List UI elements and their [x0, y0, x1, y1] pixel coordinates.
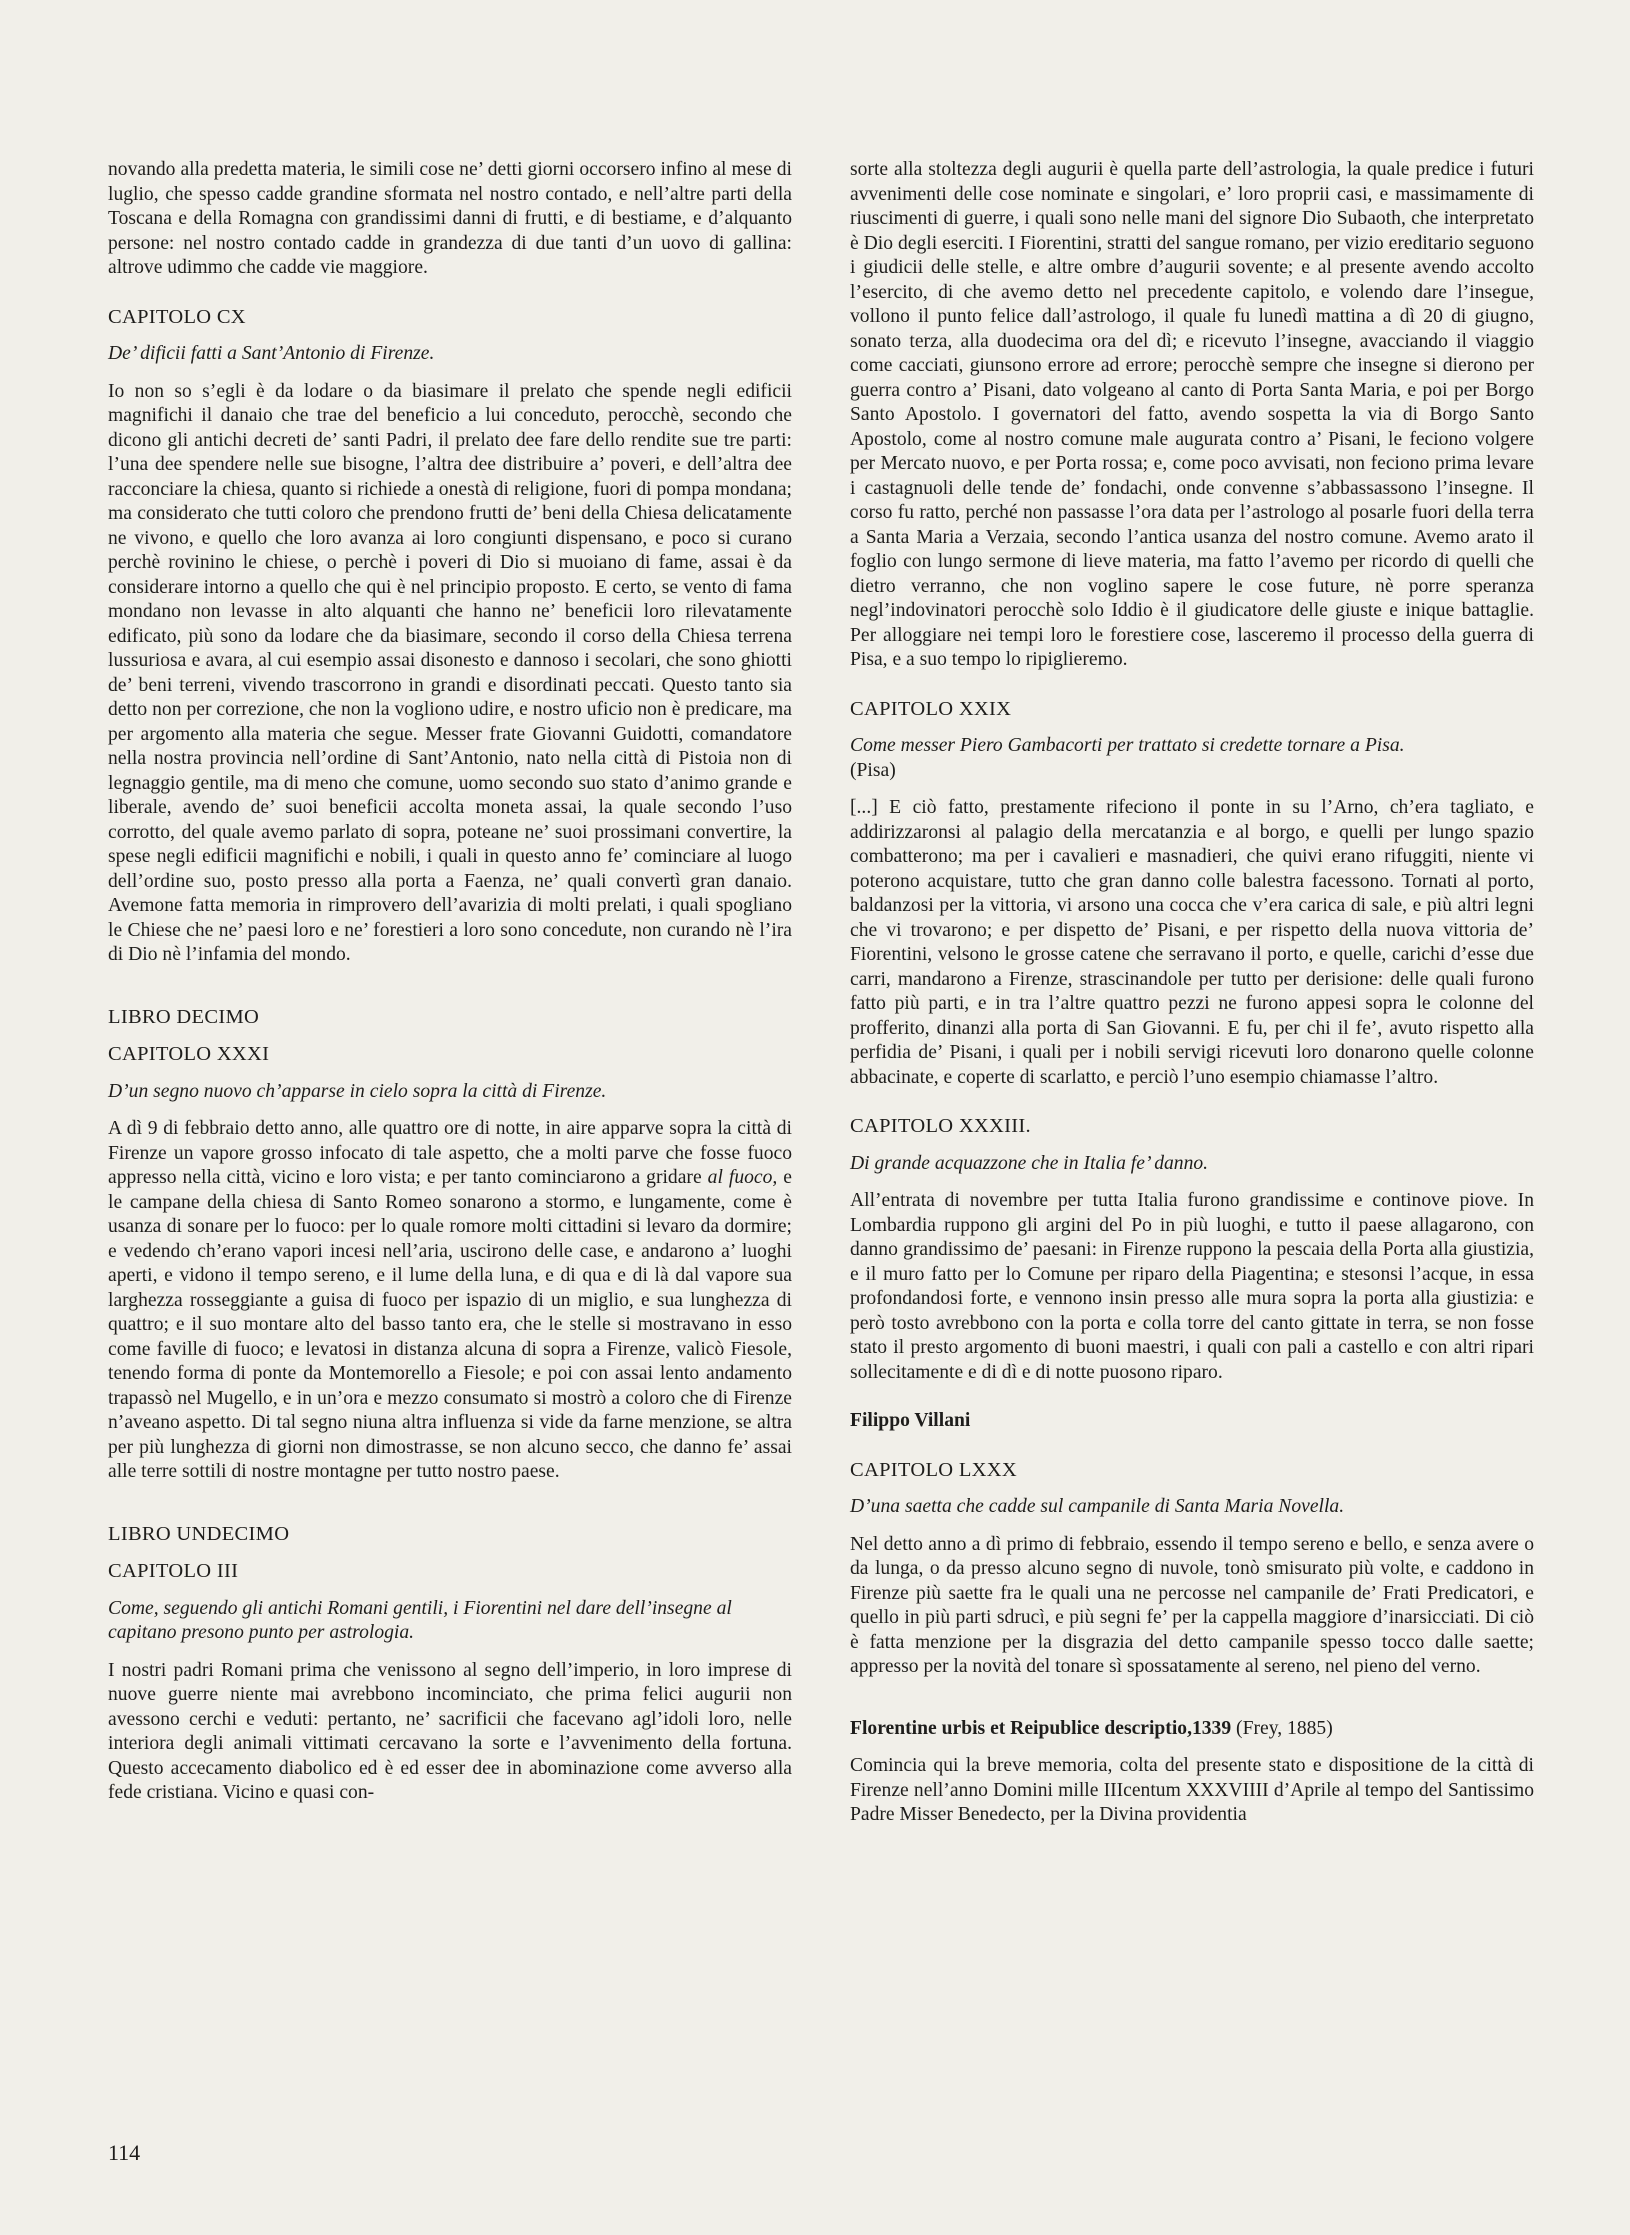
paragraph: All’entrata di novembre per tutta Italia furono grandissime e continove piove. In Lombardia ruppono gli argini del Po in più luoghi, e tutto il paese allagarono, con danno grandissimo de’ paesani: in Firenze ruppono la pescaia della Porta alla giustizia, e il muro fatto per lo Comune per riparo della Piagentina; e stesonsi l’acque, in essa profondandosi forte, e vennono insin presso alle mura sopra la porta alla giustizia: e però tosto avrebbono con la porta e colla torre del canto gittate in terra, se non fosse stato il presto argomento di buoni maestri, i quali con pali a castello e con altri ripari sollecitamente e di dì e di notte puosono riparo. — [850, 1190, 1534, 1383]
book-heading: LIBRO UNDECIMO — [108, 1522, 290, 1545]
chapter-heading: CAPITOLO III — [108, 1560, 239, 1582]
author-name: Filippo Villani — [850, 1410, 971, 1431]
chapter-subtitle: D’un segno nuovo ch’apparse in cielo sopra la città di Firenze. — [108, 1080, 607, 1102]
paragraph: Nel detto anno a dì primo di febbraio, essendo il tempo sereno e bello, e senza avere o da lunga, o da presso alcuno segno di nuvole, tonò smisurato più volte, e caddono in Firenze più saette fra le quali una ne percosse nel campanile de’ Frati Predicatori, e quello in più parti sdrucì, e più segni fe’ per la cappella maggiore d’inarsicciati. Di ciò è fatta menzione per la disgrazia del detto campanile spesso tocco dalle saette; appresso per la novità del tonare sì spossatamente al sereno, nel pieno del verno. — [850, 1533, 1534, 1677]
left-column — [108, 158, 792, 1806]
text-run: A dì 9 di febbraio detto anno, alle quattro ore di notte, in aire apparve sopra la città di Firenze un vapore grosso infocato di tale aspetto, che a molti parve che fosse fuoco appresso nella città, vicino e loro vista; e per tanto cominciarono a gridare — [108, 1118, 792, 1188]
chapter-subtitle: Come, seguendo gli antichi Romani gentili, i Fiorentini nel dare dell’insegne al capitano presono punto per astrologia. — [108, 1597, 732, 1643]
paragraph: [...] E ciò fatto, prestamente rifeciono il ponte in su l’Arno, ch’era tagliato, e addirizzaronsi al palagio della mercatanzia e al borgo, e quelli per lungo spazio combatterono; ma per i cavalieri e masnadieri, che quivi erano rifuggiti, niente vi poterono acquistare, tutto che gran danno colle balestra facessono. Tornati al porto, baldanzosi per la vittoria, vi arsono una cocca che v’era carica di sale, e più altri legni che vi trovarono; e per dispetto de’ Pisani, e per rispetto della nuova vittoria de’ Fiorentini, velsono le grosse catene che serravano il porto, e quelle, carichi d’esse due carri, mandarono a Firenze, strascinandole per tutto per derisione: delle quali furono fatto più parti, e in tra l’altre quattro pezzi ne furono appesi sopra le colonne del profferito, dinanzi alla porta di San Giovanni. E fu, per chi il fe’, avuto rispetto alla perfidia de’ Pisani, i quali per i nobili servigi ricevuti loro donarono quelle colonne abbacinate, e coperte di scarlatto, e perciò l’uno esempio chiamasse l’altro. — [850, 797, 1534, 1088]
chapter-heading: CAPITOLO CX — [108, 305, 246, 328]
paragraph: novando alla predetta materia, le simili cose ne’ detti giorni occorsero infino al mese di luglio, che spesso cadde grandine sformata nel nostro contado, e nell’altre parti della Toscana e della Romagna con grandissimi danni di frutti, e di bestiame, e d’alquanto persone: nel nostro contado cadde in grandezza di due tanti d’un uovo di gallina: altrove udimmo che cadde vie maggiore. — [108, 159, 792, 278]
chapter-subtitle: Di grande acquazzone che in Italia fe’ danno. — [850, 1152, 1209, 1174]
source-heading — [850, 1717, 1534, 1742]
source-title: Florentine urbis et Reipublice descriptio,1339 — [850, 1717, 1232, 1739]
chapter-heading: CAPITOLO XXXIII. — [850, 1115, 1031, 1137]
page-number: 114 — [108, 2140, 141, 2165]
source-reference: (Frey, 1885) — [1231, 1717, 1333, 1739]
chapter-heading: CAPITOLO LXXX — [850, 1458, 1017, 1481]
paragraph: Comincia qui la breve memoria, colta del presente stato e dispositione de la città di Firenze nell’anno Domini mille IIIcentum XXXVIIII d’Aprile al tempo del Santissimo Padre Misser Benedecto, per la Divina providentia — [850, 1755, 1534, 1825]
paragraph: sorte alla stoltezza degli augurii è quella parte dell’astrologia, la quale predice i futuri avvenimenti delle cose nominate e singolari, e’ loro proprii casi, e massimamente di riuscimenti di guerre, i quali sono nelle mani del signore Dio Subaoth, che interpretato è Dio degli eserciti. I Fiorentini, stratti del sangue romano, per vizio ereditario seguono i giudicii delle stelle, e altre ombre d’augurii sovente; e al presente avendo accolto l’esercito, di che avemo detto nel precedente capitolo, e volendo dare l’insegue, vollono il punto felice dall’astrologo, il quale fu lunedì mattina a dì 20 di giugno, sonato terza, alla duodecima ora del dì; e ricevuto l’insegne, avacciando il viaggio come cacciati, giunsono errore ad errore; perocchè sempre che insegne si dierono per guerra contro a’ Pisani, dato volgeano al canto di Porta Santa Maria, e poi per Borgo Santo Apostolo. I governatori del fatto, avendo sospetta la via di Borgo Santo Apostolo, come al nostro comune male augurata contro a’ Pisani, le feciono volgere per Mercato nuovo, e per Porta rossa; e, come poco avvisati, non feciono prima levare i castagnuoli delle tende de’ fondachi, onde convenne s’abbassassono l’insegne. Il corso fu ratto, perché non passasse l’ora data per l’astrologo al posarle fuori della terra a Santa Maria a Verzaia, secondo l’antica usanza del nostro comune. Avemo arato il foglio con lungo sermone di lieve materia, ma fatto l’avemo per ricordo di quelli che dietro verranno, che non voglino sapere le cose future, nè porre speranza negl’indovinatori perocchè solo Iddio è il giudicatore delle giuste e inique battaglie. Per alloggiare nei tempi loro le forestiere cose, lasceremo il processo della guerra di Pisa, e a suo tempo lo ripiglieremo. — [850, 159, 1534, 670]
paragraph — [108, 1117, 792, 1485]
chapter-heading: CAPITOLO XXXI — [108, 1043, 270, 1065]
chapter-subtitle: Come messer Piero Gambacorti per trattato si credette tornare a Pisa. — [850, 735, 1405, 756]
book-heading: LIBRO DECIMO — [108, 1005, 260, 1028]
emphasis: al fuoco, — [707, 1167, 778, 1188]
chapter-subtitle: De’ dificii fatti a Sant’Antonio di Firenze. — [108, 343, 435, 364]
right-column — [850, 158, 1534, 1828]
paragraph: Io non so s’egli è da lodare o da biasimare il prelato che spende negli edificii magnifichi il danaio che trae del beneficio a lui conceduto, perocchè, secondo che dicono gli antichi decreti de’ santi Padri, il prelato dee fare dello rendite sue tre parti: l’una dee spendere nelle sue bisogne, l’altra dee distribuire a’ poveri, e dell’altra dee racconciare la chiesa, quanto si richiede a onestà di religione, fuori di pompa mondana; ma considerato che tutti coloro che prendono frutti de’ beni della Chiesa delicatamente ne vivono, e quello che loro avanza ai loro congiunti dispensano, e poco si curano perchè rovinino le chiese, o perchè i poveri di Dio si muoiano di fame, assai è da considerare intorno a quello che qui è nel principio proposto. E certo, se vento di fama mondano non levasse in alto alquanti che hanno ne’ beneficii loro rilevatamente edificato, più sono da lodare che da biasimare, secondo il corso della Chiesa terrena lussuriosa e avara, al cui esempio assai disonesto e dannoso i secolari, che sono ghiotti de’ beni terreni, vivendo trascorrono in grandi e disordinati peccati. Questo tanto sia detto non per correzione, che non la vogliono udire, e nostro uficio non è predicare, ma per argomento alla materia che segue. Messer frate Giovanni Guidotti, comandatore nella nostra provincia nell’ordine di Sant’Antonio, nato nella città di Pistoia non di legnaggio gentile, ma di meno che comune, uomo secondo suo stato d’animo grande e liberale, avendo de’ suoi beneficii accolta moneta assai, la quale secondo l’uso corrotto, del quale avemo parlato di sopra, poteane ne’ suoi prossimani convertire, la spese negli edificii magnifichi e nobili, i quali in questo anno fe’ cominciare al luogo dell’ordine suo, posto presso alla porta a Faenza, ne’ quali convertì gran danaio. Avemone fatta memoria in rimprovero dell’avarizia di molti prelati, i quali spogliano le Chiese che ne’ paesi loro e ne’ forestieri a loro sono concedute, non curando nè l’ira di Dio nè l’infamia del mondo. — [108, 380, 792, 965]
chapter-heading: CAPITOLO XXIX — [850, 697, 1012, 720]
text-run: e le campane della chiesa di Santo Romeo sonarono a stormo, e lungamente, come è usanza di sonare per lo fuoco: per lo quale romore molti cittadini si levaro da dormire; e vedendo ch’erano vapori incesi nell’aria, uscirono delle case, e andarono a’ luoghi aperti, e vidono il tempo sereno, e il lume della luna, e di qua e di là dal vapore sua larghezza rosseggiante a guisa di fuoco per ispazio di un miglio, e sua lunghezza di quattro; e il suo montare alto del basso tanto era, che le stelle si mostravano in esso come faville di fuoco; e levatosi in distanza alcuna di sopra a Firenze, valicò Fiesole, tenendo forma di ponte da Montemorello a Fiesole; e poi con assai lento andamento trapassò nel Mugello, e in un’ora e mezzo consumato si mostrò a coloro che di Firenze n’aveano aspetto. Di tal segno niuna altra influenza si vide da farne menzione, se altra per più lunghezza di giorni non dimostrasse, se non alcuno secco, che danno fe’ assai alle terre sottili di nostre montagne per tutto nostro paese. — [108, 1167, 793, 1482]
chapter-subtitle: D’una saetta che cadde sul campanile di Santa Maria Novella. — [850, 1496, 1345, 1517]
chapter-note: (Pisa) — [850, 759, 896, 781]
paragraph: I nostri padri Romani prima che venissono al segno dell’imperio, in loro imprese di nuove guerre niente mai avrebbono incominciato, che prima felici augurii non avessono cerchi e veduti: pertanto, ne’ sacrificii che facevano agl’idoli loro, nelle interiora degli animali vittimati cercavano la sorte e l’avvenimento della fortuna. Questo accecamento diabolico ed è ed esser dee in abominazione come avverso alla fede cristiana. Vicino e quasi con- — [108, 1659, 792, 1803]
